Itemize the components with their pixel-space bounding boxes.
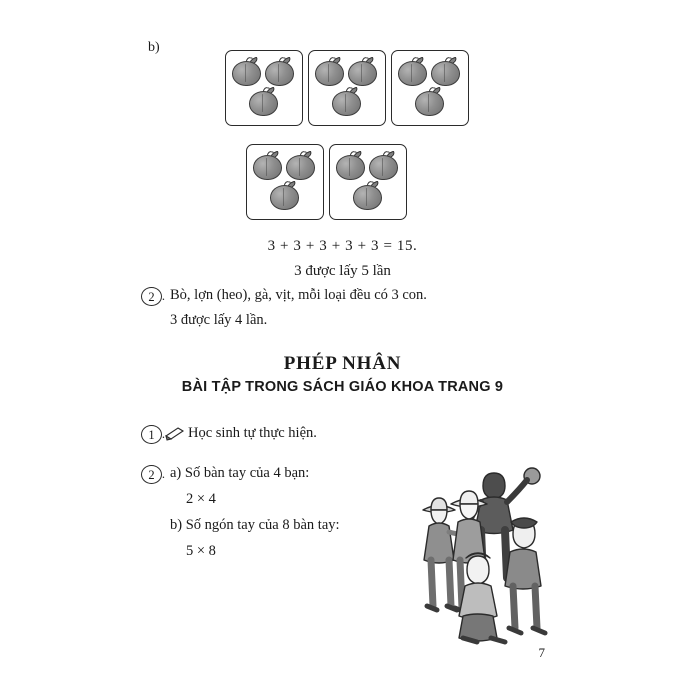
fruit-group-box (329, 144, 407, 220)
plum-icon (353, 181, 383, 210)
plum-icon (398, 57, 428, 86)
part-label-b: b) (148, 40, 160, 55)
exercise-1-text: Học sinh tự thực hiện. (188, 425, 317, 441)
pencil-icon (165, 425, 185, 441)
fruit-group-box (308, 50, 386, 126)
exercise-2-part-b-answer: 5 × 8 (186, 543, 216, 559)
plum-icon (270, 181, 300, 210)
plum-icon (415, 87, 445, 116)
plum-icon (253, 151, 283, 180)
plum-icon (232, 57, 262, 86)
page-number: 7 (538, 645, 545, 660)
plum-icon (265, 57, 295, 86)
exercise-number-2-prev: 2 . (141, 287, 162, 306)
plum-icon (348, 57, 378, 86)
exercise-number-2: 2 . (141, 465, 162, 484)
plum-icon (286, 151, 316, 180)
exercise-2-part-b-label: b) Số ngón tay của 8 bàn tay: (170, 517, 340, 533)
exercise-2-prev-text: Bò, lợn (heo), gà, vịt, mỗi loại đều có 3 con. (170, 287, 427, 303)
exercise-2-prev-answer: 3 được lấy 4 lần. (170, 312, 268, 328)
plum-icon (336, 151, 366, 180)
plum-icon (369, 151, 399, 180)
fruit-group-box (246, 144, 324, 220)
fruit-group-box (225, 50, 303, 126)
plum-icon (431, 57, 461, 86)
plum-icon (315, 57, 345, 86)
exercise-number-1: 1 . (141, 425, 162, 444)
section-title: PHÉP NHÂN (283, 353, 402, 374)
section-subtitle: BÀI TẬP TRONG SÁCH GIÁO KHOA TRANG 9 (181, 379, 504, 395)
plum-icon (249, 87, 279, 116)
equation-repeat: 3 được lấy 5 lần (294, 263, 391, 279)
equation-sum: 3 + 3 + 3 + 3 + 3 = 15. (267, 238, 418, 254)
plum-icon (332, 87, 362, 116)
exercise-2-part-a-label: a) Số bàn tay của 4 bạn: (170, 465, 310, 481)
group-of-children-illustration (405, 452, 565, 652)
exercise-2-part-a-answer: 2 × 4 (186, 491, 216, 507)
fruit-group-box (391, 50, 469, 126)
